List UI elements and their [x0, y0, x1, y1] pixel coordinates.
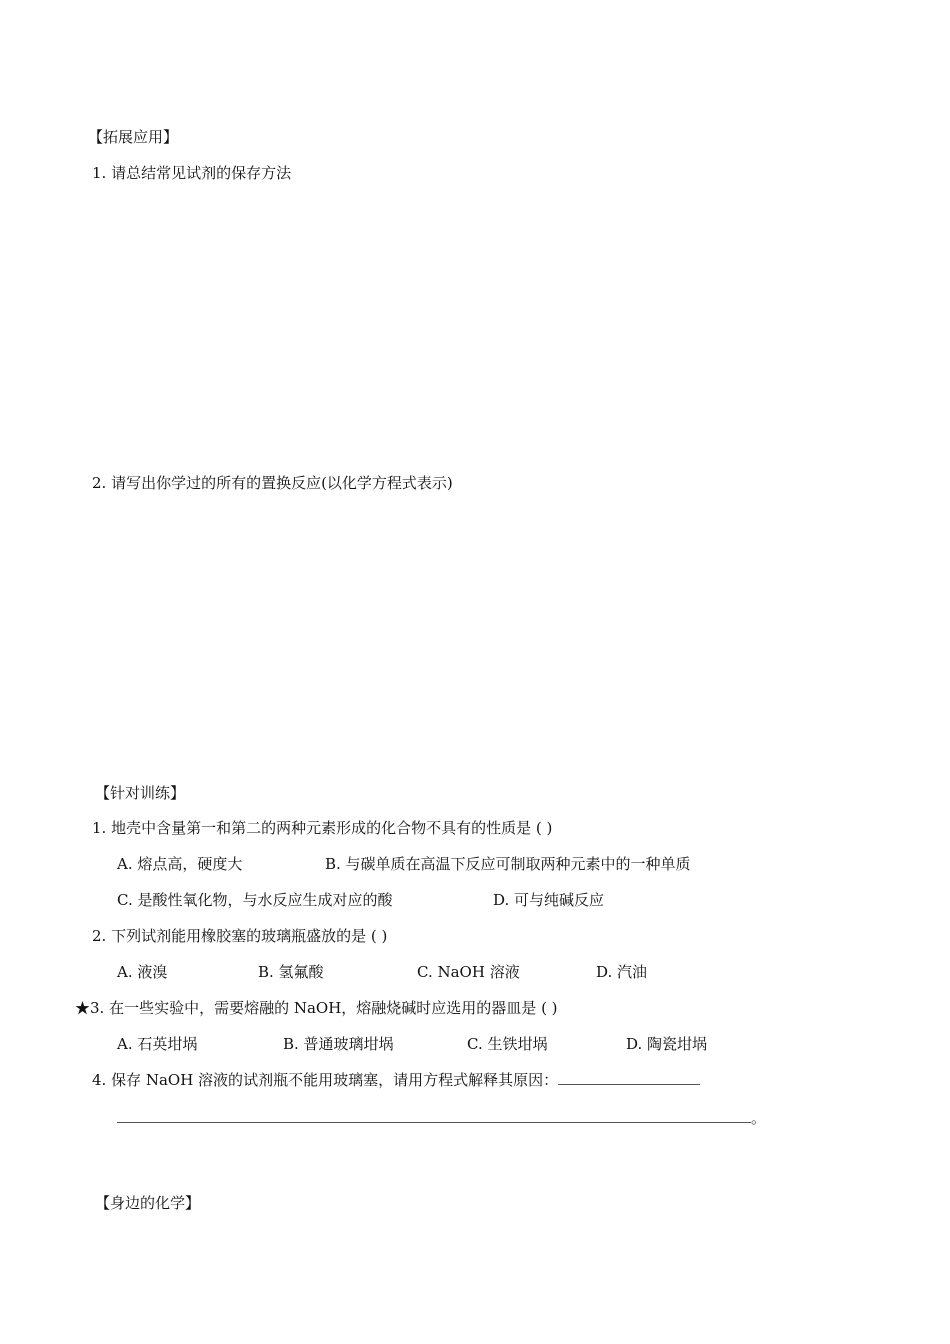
practice-q1-option-b: B. 与碳单质在高温下反应可制取两种元素中的一种单质 [325, 855, 691, 873]
practice-q4-continuation [117, 1108, 766, 1128]
section-heading-expansion: 【拓展应用】 [88, 128, 179, 146]
question-1-storage-methods: 1. 请总结常见试剂的保存方法 [92, 164, 292, 182]
question-2-displacement-reactions: 2. 请写出你学过的所有的置换反应(以化学方程式表示) [92, 474, 453, 492]
section-heading-practice: 【针对训练】 [95, 784, 186, 802]
practice-q1-option-c: C. 是酸性氧化物，与水反应生成对应的酸 [117, 891, 393, 909]
answer-blank-line-2[interactable] [117, 1108, 751, 1123]
practice-q4-stem [92, 1070, 700, 1090]
practice-q1-option-a: A. 熔点高，硬度大 [117, 855, 243, 873]
practice-q4-text: 4. 保存 NaOH 溶液的试剂瓶不能用玻璃塞，请用方程式解释其原因： [92, 1071, 559, 1089]
section-heading-everyday-chemistry: 【身边的化学】 [95, 1194, 201, 1212]
practice-q1-option-d: D. 可与纯碱反应 [493, 891, 605, 909]
sentence-end-mark: 。 [751, 1109, 767, 1127]
practice-q3-option-a: A. 石英坩埚 [117, 1035, 198, 1053]
practice-q2-option-d: D. 汽油 [596, 963, 648, 981]
practice-q2-option-b: B. 氢氟酸 [258, 963, 324, 981]
answer-blank-line-1[interactable] [558, 1070, 700, 1085]
practice-q1-stem: 1. 地壳中含量第一和第二的两种元素形成的化合物不具有的性质是 ( ) [92, 819, 553, 837]
practice-q3-option-c: C. 生铁坩埚 [467, 1035, 548, 1053]
practice-q2-option-c: C. NaOH 溶液 [417, 963, 520, 981]
practice-q2-stem: 2. 下列试剂能用橡胶塞的玻璃瓶盛放的是 ( ) [92, 927, 388, 945]
practice-q2-option-a: A. 液溴 [117, 963, 168, 981]
practice-q3-stem: ★3. 在一些实验中，需要熔融的 NaOH，熔融烧碱时应选用的器皿是 ( ) [75, 999, 558, 1017]
practice-q3-option-b: B. 普通玻璃坩埚 [283, 1035, 394, 1053]
practice-q3-option-d: D. 陶瓷坩埚 [626, 1035, 708, 1053]
